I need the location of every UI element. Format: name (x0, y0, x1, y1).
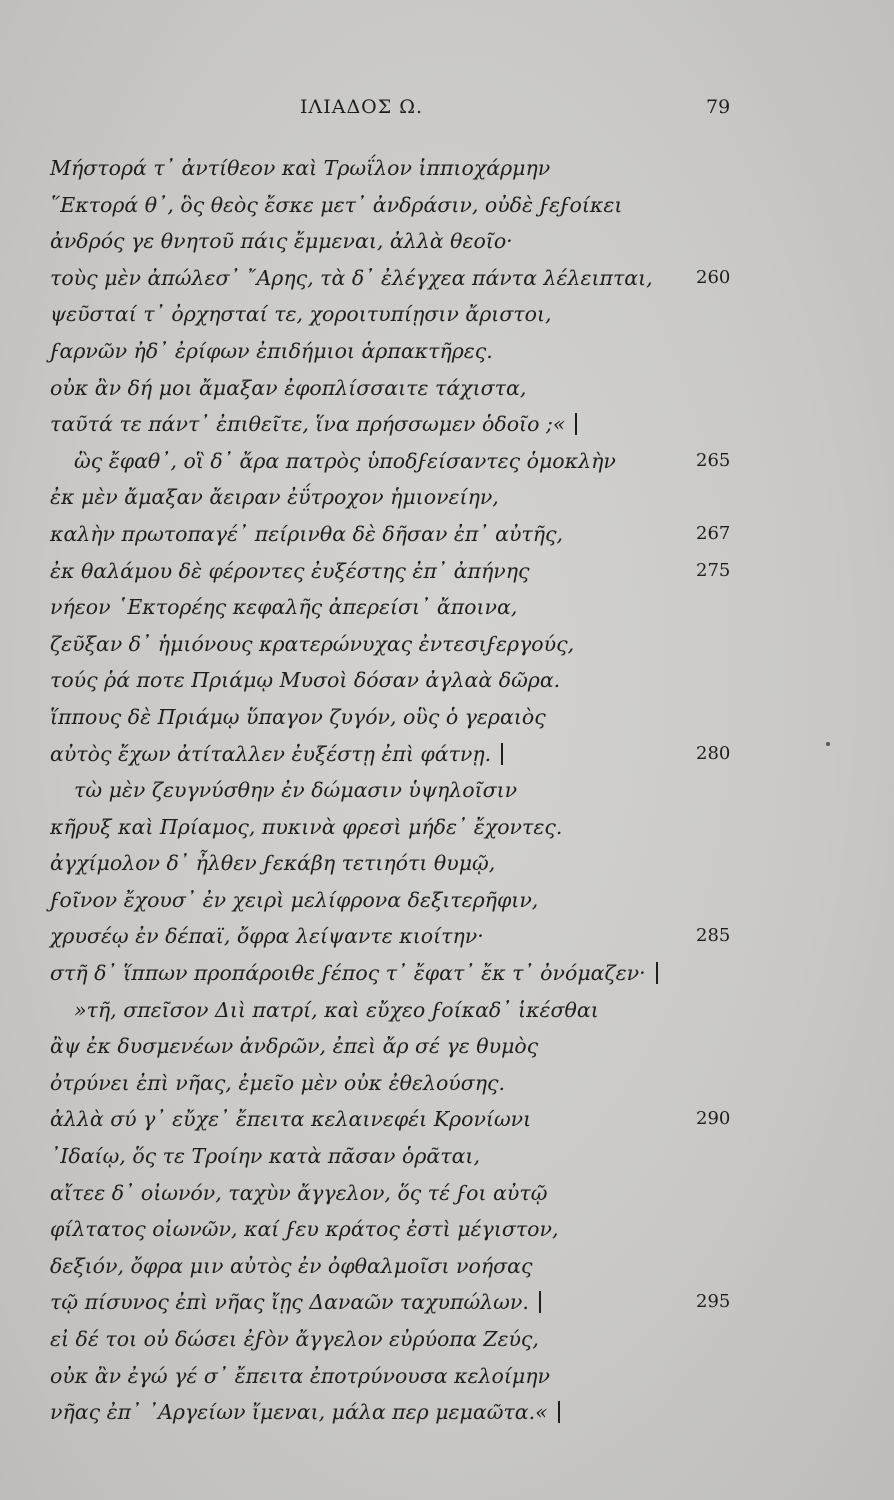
verse-text: τῷ πίσυνος ἐπὶ νῆας ἴῃς Δαναῶν ταχυπώλων. (50, 1284, 541, 1320)
line-number: 265 (696, 449, 731, 471)
verse-text: τοὺς μὲν ἀπώλεσ᾿ ῎Αρης, τὰ δ᾿ ἐλέγχεα πάντα λέλειπται, (50, 265, 653, 290)
verse-text: στῆ δ᾿ ἵππων προπάροιθε ϝέπος τ᾿ ἔφατ᾿ ἔκ τ᾿ ὀνόμαζεν· (50, 955, 658, 991)
verse-line (0, 736, 894, 773)
verse-line (0, 1284, 894, 1321)
verse-line (0, 1065, 894, 1102)
verse-line (0, 1028, 894, 1065)
verse-text: ἂψ ἐκ δυσμενέων ἀνδρῶν, ἐπεὶ ἄρ σέ γε θυμὸς (50, 1034, 539, 1059)
verse-line (0, 1138, 894, 1175)
verse-line (0, 260, 894, 297)
verse-text: ζεῦξαν δ᾿ ἡμιόνους κρατερώνυχας ἐντεσιϝεργούς, (50, 631, 575, 656)
verse-text: ἐκ μὲν ἄμαξαν ἄειραν ἐΰτροχον ἡμιονείην, (50, 485, 499, 510)
verse-line (0, 882, 894, 919)
verse-text: ψεῦσταί τ᾿ ὀρχησταί τε, χοροιτυπίῃσιν ἄριστοι, (50, 302, 552, 327)
verse-text: τούς ῥά ποτε Πριάμῳ Μυσοὶ δόσαν ἀγλαὰ δῶρα. (50, 668, 561, 693)
verse-line (0, 333, 894, 370)
verse-line (0, 479, 894, 516)
line-number: 285 (696, 925, 731, 947)
verse-line (0, 223, 894, 260)
verse-text: δεξιόν, ὄφρα μιν αὐτὸς ἐν ὀφθαλμοῖσι νοήσας (50, 1253, 533, 1278)
verse-text: ὣς ἔφαθ᾿, οἳ δ᾿ ἄρα πατρὸς ὑποδϝείσαντες ὁμοκλὴν (74, 448, 616, 473)
running-title: ΙΛΙΑΔΟΣ Ω. (300, 96, 424, 118)
verse-line (0, 1248, 894, 1285)
verse-text: νήεον ῾Εκτορέης κεφαλῆς ἀπερείσι᾿ ἄποινα, (50, 595, 518, 620)
verse-line (0, 553, 894, 590)
verse-text: καλὴν πρωτοπαγέ᾿ πείρινθα δὲ δῆσαν ἐπ᾿ αὐτῆς, (50, 521, 564, 546)
verse-text: ἐκ θαλάμου δὲ φέροντες ἐυξέστης ἐπ᾿ ἀπήνης (50, 558, 530, 583)
verse-text: ἀλλὰ σύ γ᾿ εὔχε᾿ ἔπειτα κελαινεφέι Κρονίωνι (50, 1107, 532, 1132)
division-bar (539, 1291, 541, 1313)
line-number: 295 (696, 1291, 731, 1313)
verse-line (0, 1175, 894, 1212)
line-number: 280 (696, 742, 731, 764)
verse-line (0, 955, 894, 992)
verse-line (0, 1321, 894, 1358)
verse-text: νῆας ἐπ᾿ ᾿Αργείων ἴμεναι, μάλα περ μεμαῶτα.« (50, 1394, 560, 1430)
print-speck (826, 742, 830, 746)
verse-line (0, 1358, 894, 1395)
verse-line (0, 443, 894, 480)
verse-text: Μήστορά τ᾿ ἀντίθεον καὶ Τρωΐλον ἱππιοχάρμην (50, 156, 551, 180)
verse-text: ᾿Ιδαίῳ, ὅς τε Τροίην κατὰ πᾶσαν ὁρᾶται, (50, 1144, 480, 1169)
verse-line (0, 699, 894, 736)
verse-text: ϝοῖνον ἔχουσ᾿ ἐν χειρὶ μελίφρονα δεξιτερῆφιν, (50, 887, 539, 912)
division-bar (656, 962, 658, 984)
running-head (0, 96, 894, 126)
verse-line (0, 187, 894, 224)
verse-text: τὼ μὲν ζευγνύσθην ἐν δώμασιν ὑψηλοῖσιν (74, 778, 518, 803)
verse-text: ἀνδρός γε θνητοῦ πάις ἔμμεναι, ἀλλὰ θεοῖο· (50, 229, 513, 254)
line-number: 267 (696, 522, 731, 544)
verse-line (0, 772, 894, 809)
verse-text: ϝαρνῶν ἠδ᾿ ἐρίφων ἐπιδήμιοι ἁρπακτῆρες. (50, 338, 493, 363)
verse-line (0, 150, 894, 187)
verse-text: οὐκ ἂν ἐγώ γέ σ᾿ ἔπειτα ἐποτρύνουσα κελοίμην (50, 1363, 550, 1388)
line-number: 275 (696, 559, 731, 581)
verse-text: ὀτρύνει ἐπὶ νῆας, ἐμεῖο μὲν οὐκ ἐθελούσης. (50, 1070, 506, 1095)
verse-text: ῞Εκτορά θ᾿, ὃς θεὸς ἔσκε μετ᾿ ἀνδράσιν, οὐδὲ ϝεϝοίκει (50, 192, 623, 217)
verse-block (0, 150, 894, 1431)
division-bar (575, 413, 577, 435)
division-bar (501, 743, 503, 765)
division-bar (558, 1401, 560, 1423)
verse-line (0, 662, 894, 699)
line-number: 290 (696, 1108, 731, 1130)
verse-text: οὐκ ἂν δή μοι ἄμαξαν ἐφοπλίσσαιτε τάχιστα, (50, 375, 527, 400)
verse-text: χρυσέῳ ἐν δέπαϊ, ὄφρα λείψαντε κιοίτην· (50, 924, 484, 949)
verse-line (0, 296, 894, 333)
verse-text: ἵππους δὲ Πριάμῳ ὕπαγον ζυγόν, οὓς ὁ γεραιὸς (50, 704, 546, 729)
verse-line (0, 992, 894, 1029)
verse-text: κῆρυξ καὶ Πρίαμος, πυκινὰ φρεσὶ μήδε᾿ ἔχοντες. (50, 814, 563, 839)
verse-line (0, 845, 894, 882)
verse-line (0, 1211, 894, 1248)
verse-line (0, 589, 894, 626)
verse-text: ταῦτά τε πάντ᾿ ἐπιθεῖτε, ἵνα πρήσσωμεν ὁδοῖο ;« (50, 406, 577, 442)
verse-text: εἰ δέ τοι οὐ δώσει ἐϝὸν ἄγγελον εὐρύοπα Ζεύς, (50, 1327, 539, 1351)
verse-line (0, 516, 894, 553)
verse-text: αὐτὸς ἔχων ἀτίταλλεν ἐυξέστῃ ἐπὶ φάτνῃ. (50, 736, 503, 772)
verse-text: »τῆ, σπεῖσον Διὶ πατρί, καὶ εὔχεο ϝοίκαδ᾿ ἱκέσθαι (74, 997, 599, 1022)
verse-line (0, 1101, 894, 1138)
verse-line (0, 406, 894, 443)
verse-text: αἴτεε δ᾿ οἰωνόν, ταχὺν ἄγγελον, ὅς τέ ϝοι αὐτῷ (50, 1180, 548, 1205)
page-number: 79 (706, 96, 731, 118)
verse-line (0, 1394, 894, 1431)
verse-text: ἀγχίμολον δ᾿ ἦλθεν ϝεκάβη τετιηότι θυμῷ, (50, 851, 496, 876)
verse-line (0, 809, 894, 846)
line-number: 260 (696, 266, 731, 288)
verse-line (0, 370, 894, 407)
verse-line (0, 626, 894, 663)
verse-line (0, 918, 894, 955)
verse-text: φίλτατος οἰωνῶν, καί ϝευ κράτος ἐστὶ μέγιστον, (50, 1217, 559, 1242)
